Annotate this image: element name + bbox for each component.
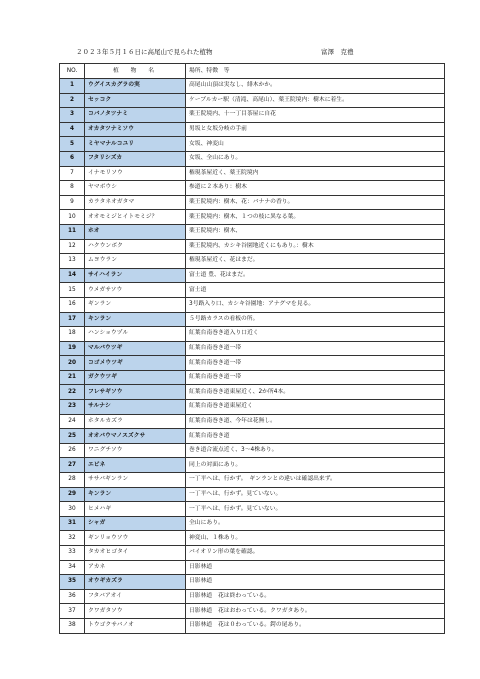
plant-note: 薬王院境内：樹木、１つの枝に異なる葉。 [186,210,445,225]
plant-name: オウギカズラ [85,575,186,590]
table-row [60,604,445,619]
plant-name: クワガタソウ [85,604,186,619]
table-row [60,589,445,604]
plant-name: ミヤマナルコユリ [85,137,186,152]
table-row [60,79,445,94]
document-author: 富澤 克禮 [321,48,354,56]
table-row [60,575,445,590]
table-body [60,79,445,634]
plant-note: 3号路入り口、カシキ谷園地：アナグマを見る。 [186,297,445,312]
plant-note: 紅葉台南巻き道一帯 [186,341,445,356]
plant-name: ホタルカズラ [85,414,186,429]
plant-note: ケーブルカー駅（清滝、高尾山）、薬王院境内：樹木に着生。 [186,93,445,108]
plant-name: コバノタツナミ [85,108,186,123]
plant-note: 薬王院境内：樹木、花：バナナの香り。 [186,195,445,210]
plant-name: オカタツナミソウ [85,122,186,137]
plant-note: 紅葉台南巻き道一帯 [186,370,445,385]
document-title: ２０２３年５月１６日に高尾山で見られた植物 [76,48,213,56]
plant-name: セッコク [85,93,186,108]
row-number: 36 [60,589,85,604]
row-number: 10 [60,210,85,225]
plant-name: マルバウツギ [85,341,186,356]
plant-name: フタバアオイ [85,589,186,604]
plant-name: タカオヒゴタイ [85,546,186,561]
document-header [76,47,440,59]
plant-name: ムヨウラン [85,254,186,269]
row-number: 17 [60,312,85,327]
row-number: 25 [60,429,85,444]
table-row [60,327,445,342]
table-row [60,458,445,473]
row-number: 31 [60,516,85,531]
table-row [60,560,445,575]
table-row [60,283,445,298]
plant-note: 日影林道 花は終わっている。 [186,589,445,604]
plant-note: 女坂、神変山 [186,137,445,152]
plant-note: 高尾山山頂は実なし、緋木かか。 [186,79,445,94]
plant-note: 薬王院境内、カシキ谷園地近くにもあり。：樹木 [186,239,445,254]
table-row [60,400,445,415]
plant-note: 女坂、全山にあり。 [186,151,445,166]
plant-note: 薬王院境内：樹木、 [186,224,445,239]
row-number: 8 [60,181,85,196]
plant-note: 一丁平へは、行かず。 ギンランとの違いは確認出来ず。 [186,473,445,488]
row-number: 21 [60,370,85,385]
table-row [60,137,445,152]
row-number: 22 [60,385,85,400]
row-number: 2 [60,93,85,108]
table-row [60,122,445,137]
table-row [60,297,445,312]
plant-note: 神変山、１株あり。 [186,531,445,546]
plant-note: 紅葉台南巻き道入り口近く [186,327,445,342]
table-row [60,546,445,561]
table-row [60,195,445,210]
plant-name: ホオ [85,224,186,239]
plant-note: 紅葉台南巻き道、今年は花無し。 [186,414,445,429]
plant-name: エビネ [85,458,186,473]
plant-note: 同上の対面にあり。 [186,458,445,473]
row-number: 24 [60,414,85,429]
table-row [60,370,445,385]
plant-name: ワニグチソウ [85,443,186,458]
plant-name: ギンリョウソウ [85,531,186,546]
row-number: 28 [60,473,85,488]
plant-name: ガクウツギ [85,370,186,385]
plant-name: コゴメウツギ [85,356,186,371]
plant-name: カラタネオガタマ [85,195,186,210]
plant-note: 権現茶屋近く、薬王院境内 [186,166,445,181]
table-row [60,268,445,283]
plant-name: ウメガサソウ [85,283,186,298]
plant-name: ギンラン [85,297,186,312]
table-row [60,341,445,356]
plant-name: サルナシ [85,400,186,415]
plant-note: 薬王院境内、十一丁目茶屋に自花 [186,108,445,123]
plant-name: オオモミジとイトモミジ？ [85,210,186,225]
plant-note: 参道に２本あり：樹木 [186,181,445,196]
plant-name: フレサギソウ [85,385,186,400]
plant-note: 権現茶屋近く、花はまだ。 [186,254,445,269]
plant-name: ヤマボウシ [85,181,186,196]
plant-note: 男坂と女坂分岐の手前 [186,122,445,137]
plant-name: イナモリソウ [85,166,186,181]
row-number: 20 [60,356,85,371]
table-row [60,312,445,327]
row-number: 5 [60,137,85,152]
row-number: 12 [60,239,85,254]
row-number: 27 [60,458,85,473]
plant-note: 紅葉台南巻き道東屋近く [186,400,445,415]
table-row [60,239,445,254]
row-number: 15 [60,283,85,298]
table-row [60,210,445,225]
row-number: 7 [60,166,85,181]
plant-note: 富士道 [186,283,445,298]
column-header-plant-name: 植 物 名 [85,64,186,79]
plant-name: キンラン [85,312,186,327]
plant-name: シャガ [85,516,186,531]
table-row [60,487,445,502]
plant-note: 日影林道 [186,575,445,590]
table-row [60,385,445,400]
row-number: 37 [60,604,85,619]
table-row [60,108,445,123]
plant-name: キンラン [85,487,186,502]
plant-note: 巻き道合流点近く、3～4株あり。 [186,443,445,458]
column-header-no: NO. [60,64,85,79]
plant-note: 紅葉台南巻き道一帯 [186,356,445,371]
plant-note: 一丁平へは、行かず。見ていない。 [186,502,445,517]
plant-note: 富士道 豊、花はまだ。 [186,268,445,283]
plant-note: 日影林道 花はおわっている。クワガタあり。 [186,604,445,619]
row-number: 11 [60,224,85,239]
plant-note: 全山にあり。 [186,516,445,531]
row-number: 30 [60,502,85,517]
table-row [60,166,445,181]
row-number: 4 [60,122,85,137]
row-number: 13 [60,254,85,269]
plant-note: ５号路カラスの看板の所。 [186,312,445,327]
row-number: 1 [60,79,85,94]
row-number: 18 [60,327,85,342]
plant-name: ヒメハギ [85,502,186,517]
plant-table [59,63,445,634]
row-number: 14 [60,268,85,283]
row-number: 19 [60,341,85,356]
plant-note: 紅葉台南巻き道 [186,429,445,444]
plant-note: 日影林道 [186,560,445,575]
plant-name: ハンショウヅル [85,327,186,342]
plant-name: トウゴクサバノオ [85,618,186,633]
table-row [60,531,445,546]
table-row [60,443,445,458]
table-row [60,516,445,531]
table-row [60,151,445,166]
row-number: 26 [60,443,85,458]
table-row [60,93,445,108]
row-number: 34 [60,560,85,575]
row-number: 32 [60,531,85,546]
row-number: 23 [60,400,85,415]
plant-name: ハクウンボク [85,239,186,254]
plant-note: 紅葉台南巻き道東屋近く、2か所4本。 [186,385,445,400]
table-row [60,181,445,196]
row-number: 33 [60,546,85,561]
plant-note: 一丁平へは、行かず。見ていない。 [186,487,445,502]
table-row [60,356,445,371]
row-number: 38 [60,618,85,633]
table-row [60,224,445,239]
plant-name: サイハイラン [85,268,186,283]
table-row [60,618,445,633]
row-number: 35 [60,575,85,590]
table-row [60,414,445,429]
plant-name: ウグイスカグラの実 [85,79,186,94]
plant-name: フタリシズカ [85,151,186,166]
plant-name: アカネ [85,560,186,575]
plant-note: バイオリン形の葉を確認。 [186,546,445,561]
row-number: 16 [60,297,85,312]
table-row [60,429,445,444]
row-number: 3 [60,108,85,123]
plant-name: オオバウマノスズクサ [85,429,186,444]
column-header-notes: 場所、特徴 等 [186,64,445,79]
table-header-row [60,64,445,79]
table-row [60,502,445,517]
table-row [60,254,445,269]
plant-note: 日影林道 花は０わっている。鍔の尾あり。 [186,618,445,633]
table-row [60,473,445,488]
row-number: 29 [60,487,85,502]
row-number: 6 [60,151,85,166]
plant-name: ササバギンラン [85,473,186,488]
row-number: 9 [60,195,85,210]
